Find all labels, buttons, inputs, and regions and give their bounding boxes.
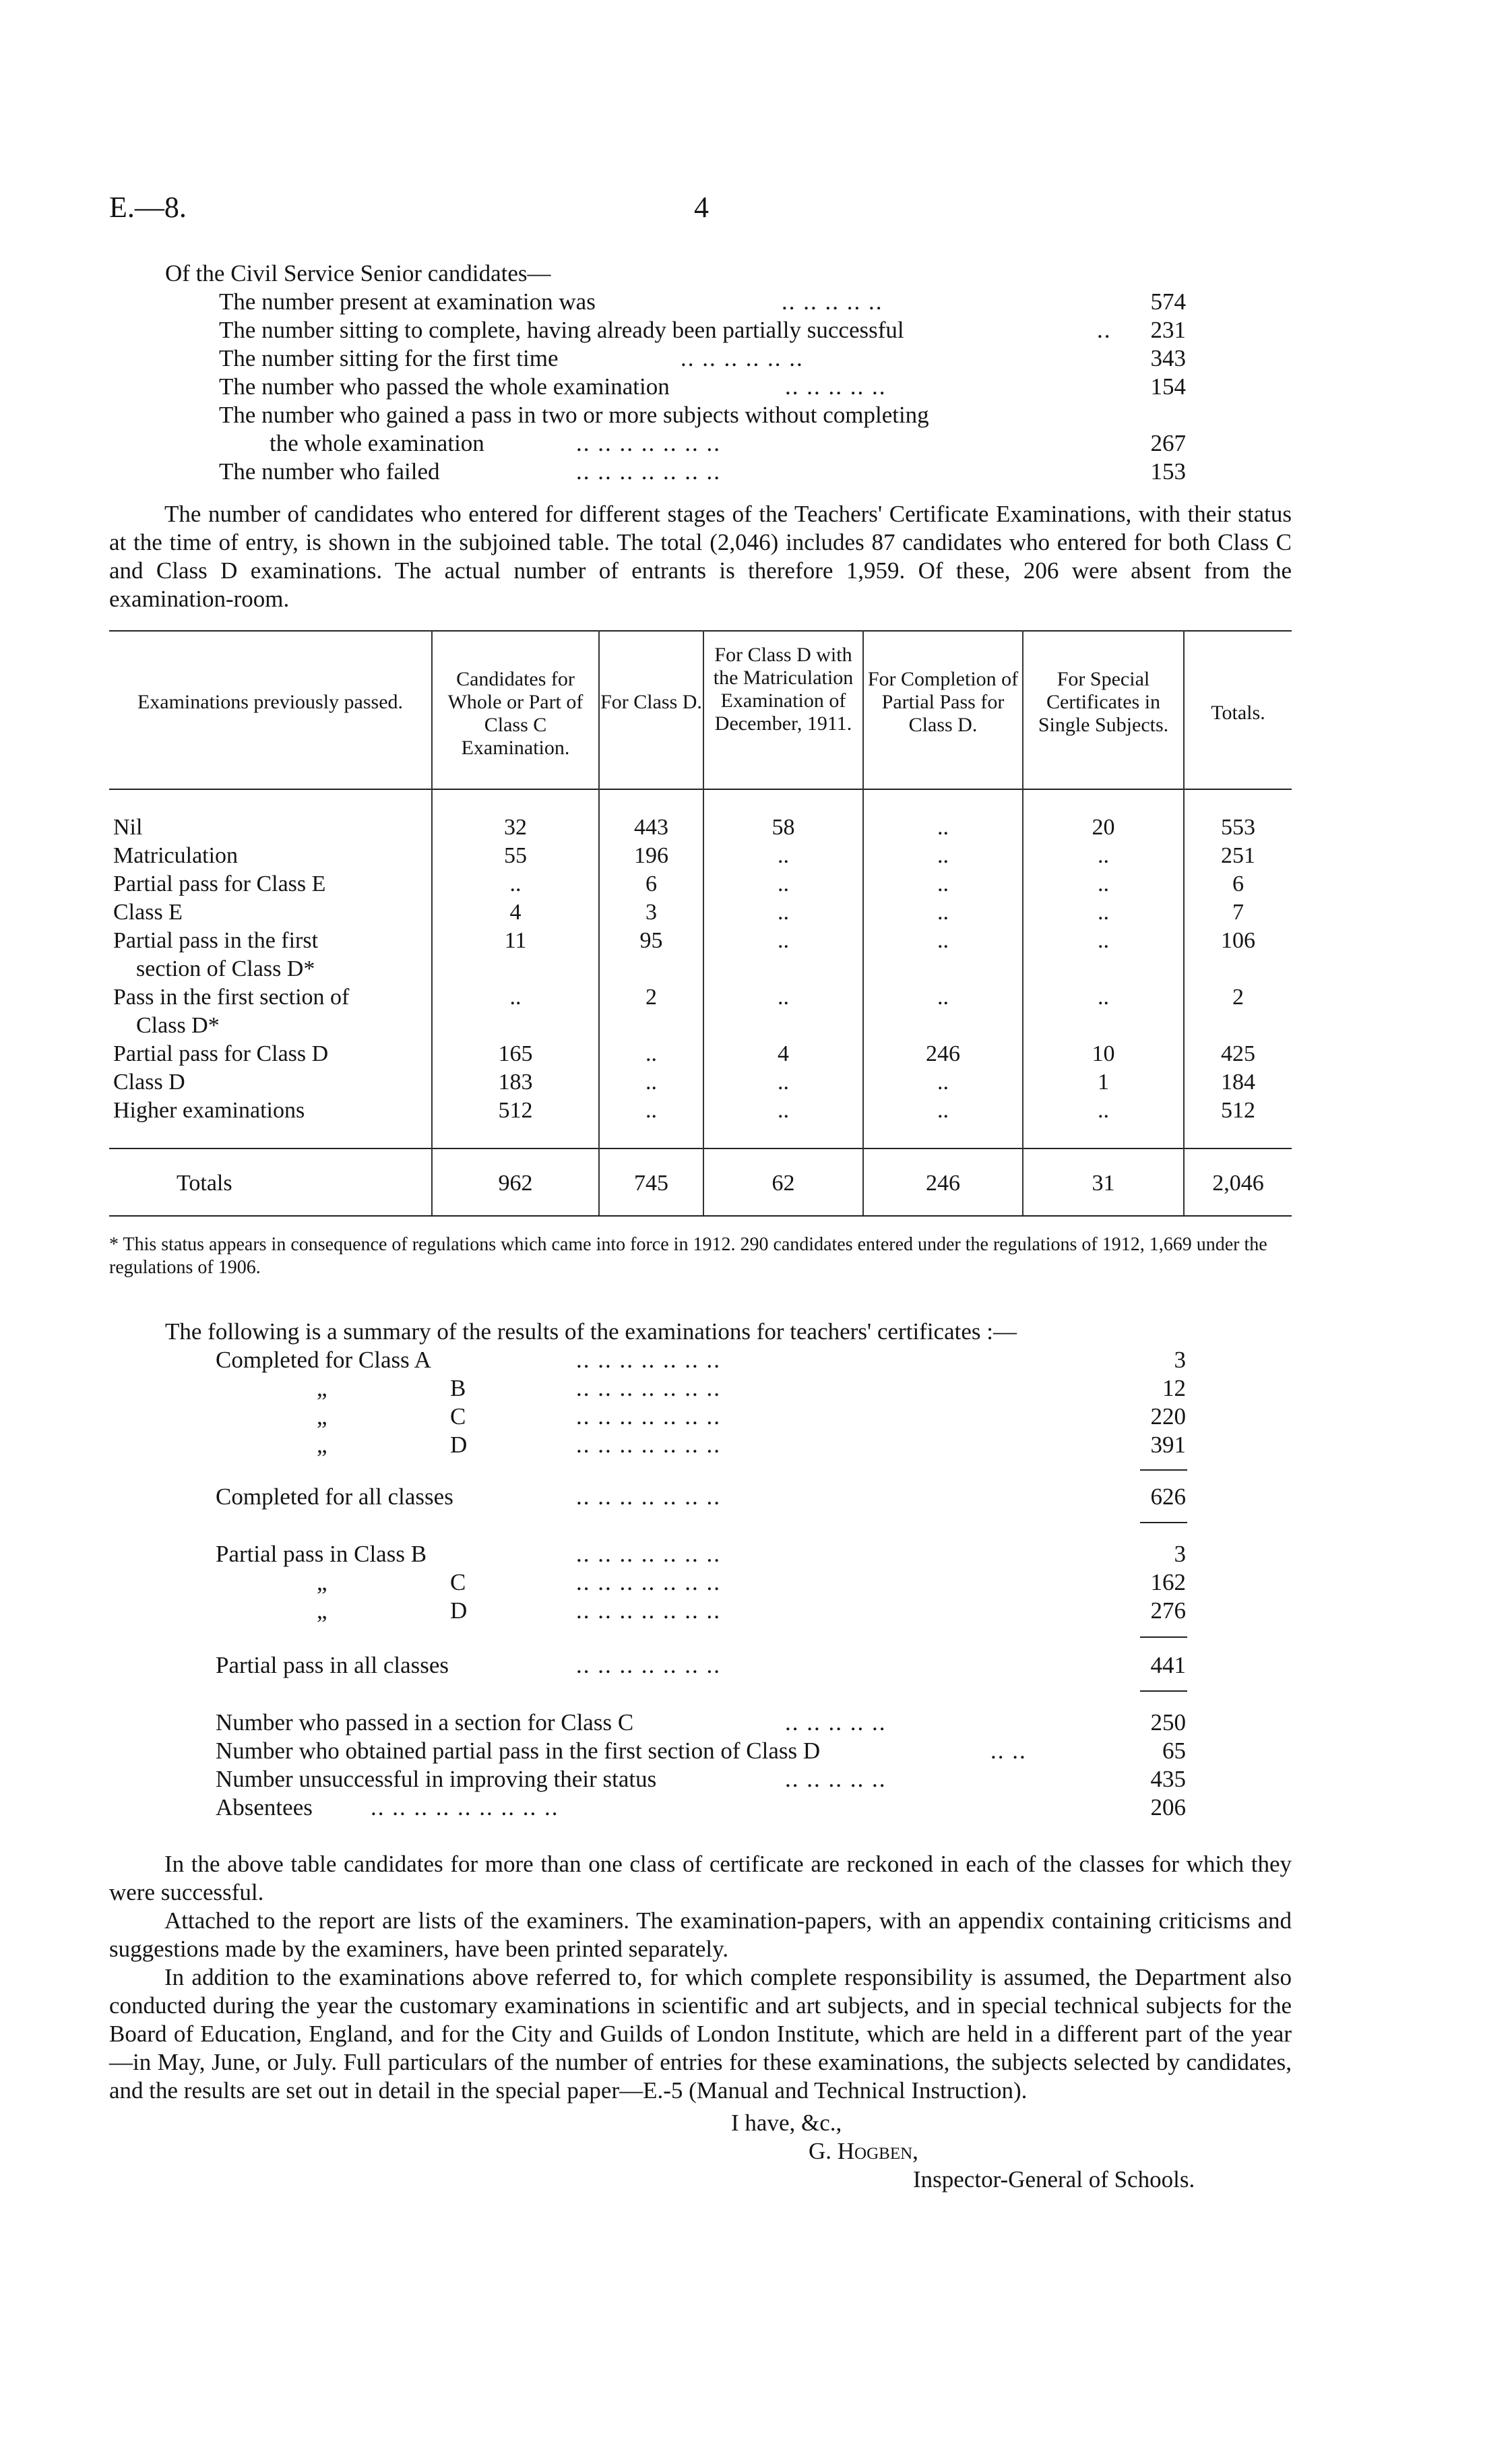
row-label: Partial pass for Class D bbox=[113, 1041, 329, 1066]
summary-prefix: Partial pass in Class bbox=[216, 1541, 405, 1567]
leader-dots: .. .. .. .. .. bbox=[785, 373, 887, 400]
paragraph-text: The number of candidates who entered for different stages of the Teachers' Certificate Examinations, with their status at the time of entry, is shown in the subjoined table. The total (2,046) includes 87 candidates who entered for both Class C and Class D examinations. The actual number of entrants is therefore 1,959. Of these, 206 were absent from the examination-room. bbox=[109, 501, 1292, 612]
table-cell: .. bbox=[778, 843, 789, 868]
table-cell: 512 bbox=[498, 1098, 533, 1123]
leader-dots: .. .. .. .. .. .. .. bbox=[576, 1347, 721, 1373]
table-cell: 7 bbox=[1232, 900, 1244, 925]
paragraph-text: In the above table candidates for more than one class of certificate are reckoned in each of the classes for which they were successful. bbox=[109, 1851, 1292, 1905]
table-cell: 11 bbox=[504, 928, 527, 953]
civil-service-item-value: 153 bbox=[1150, 458, 1186, 485]
table-cell: 196 bbox=[634, 843, 668, 868]
civil-service-item-label: The number sitting to complete, having already been partially successful bbox=[219, 317, 904, 343]
table-cell: .. bbox=[1098, 900, 1109, 925]
leader-dots: .. .. .. .. .. bbox=[782, 288, 883, 315]
table-cell: .. bbox=[937, 871, 949, 896]
summary-item-value: 206 bbox=[1150, 1794, 1186, 1820]
ditto-mark: „ bbox=[317, 1403, 327, 1430]
signatory-surname: Hogben, bbox=[837, 2138, 918, 2164]
table-cell: 165 bbox=[498, 1041, 533, 1066]
row-label: Nil bbox=[113, 815, 143, 840]
table-cell: 2 bbox=[1232, 985, 1244, 1010]
row-label: Matriculation bbox=[113, 843, 239, 868]
table-header-cell: Totals. bbox=[1211, 702, 1265, 724]
ditto-mark: „ bbox=[317, 1569, 327, 1595]
totals-cell: 2,046 bbox=[1212, 1171, 1264, 1196]
table-cell: 20 bbox=[1092, 815, 1115, 840]
civil-service-item-label: The number sitting for the first time bbox=[219, 345, 559, 371]
table-cell: 183 bbox=[498, 1070, 533, 1095]
totals-cell: 745 bbox=[634, 1171, 668, 1196]
table-cell: 553 bbox=[1221, 815, 1255, 840]
table-cell: .. bbox=[778, 900, 789, 925]
summary-subtotal-label: Completed for all classes bbox=[216, 1483, 453, 1510]
table-cell: 1 bbox=[1098, 1070, 1109, 1095]
table-cell: .. bbox=[1098, 871, 1109, 896]
table-cell: .. bbox=[645, 1041, 657, 1066]
table-cell: .. bbox=[1098, 1098, 1109, 1123]
leader-dots: .. .. .. .. .. .. .. bbox=[576, 1652, 721, 1678]
table-cell: 184 bbox=[1221, 1070, 1255, 1095]
summary-item-label: Number who obtained partial pass in the first section of Class D bbox=[216, 1738, 821, 1764]
civil-service-item-value: 574 bbox=[1150, 288, 1186, 315]
closing-salutation: I have, &c., bbox=[731, 2110, 842, 2136]
table-cell: 4 bbox=[778, 1041, 789, 1066]
signatory-title: Inspector-General of Schools. bbox=[913, 2166, 1195, 2193]
summary-class: D bbox=[450, 1432, 468, 1458]
totals-cell: 62 bbox=[771, 1171, 795, 1196]
leader-dots: .. .. .. .. .. .. .. bbox=[576, 1483, 721, 1510]
leader-dots: .. .. .. .. .. .. .. .. .. bbox=[371, 1794, 559, 1820]
paragraph-text: In addition to the examinations above referred to, for which complete responsibility is assumed, the Department also conducted during the year the customary examinations in scientific and art subjects, and in special technical subjects for the Board of Education, England, and for the City and Guilds of London Institute, which are held in a different part of the year—in May, June, or July. Full particulars of the number of entries for these examinations, the subjects selected by candidates, and the results are set out in detail in the special paper—E.-5 (Manual and Technical Instruction). bbox=[109, 1964, 1292, 2104]
sum-rule bbox=[1140, 1636, 1187, 1638]
summary-item-value: 250 bbox=[1150, 1709, 1186, 1736]
table-header-cell: Candidates for Whole or Part of Class C Examination. bbox=[447, 668, 584, 759]
summary-value: 220 bbox=[1150, 1403, 1186, 1430]
leader-dots: .. .. .. .. .. .. .. bbox=[576, 458, 721, 485]
ditto-mark: „ bbox=[317, 1432, 327, 1458]
row-label: Partial pass in the first bbox=[113, 928, 319, 953]
summary-value: 12 bbox=[1162, 1375, 1186, 1401]
table-cell: 4 bbox=[509, 900, 522, 925]
closing-paragraph bbox=[109, 1850, 1292, 1907]
leader-dots: .. .. .. .. .. .. .. bbox=[576, 430, 721, 456]
sum-rule bbox=[1140, 1522, 1187, 1523]
row-label: Class E bbox=[113, 900, 183, 925]
table-cell: 3 bbox=[645, 900, 657, 925]
civil-service-item-label: The number present at examination was bbox=[219, 288, 596, 315]
summary-subtotal-label: Partial pass in all classes bbox=[216, 1652, 449, 1678]
ditto-mark: „ bbox=[317, 1375, 327, 1401]
row-label: Pass in the first section of bbox=[113, 985, 350, 1010]
summary-item-value: 65 bbox=[1162, 1738, 1186, 1764]
row-label: Higher examinations bbox=[113, 1098, 305, 1123]
summary-class: C bbox=[450, 1569, 466, 1595]
civil-service-item-label: The number who gained a pass in two or more subjects without completing bbox=[219, 402, 929, 428]
leader-dots: .. bbox=[1097, 317, 1112, 343]
table-cell: .. bbox=[937, 843, 949, 868]
summary-class: B bbox=[410, 1541, 427, 1567]
table-cell: 10 bbox=[1092, 1041, 1115, 1066]
table-cell: .. bbox=[937, 985, 949, 1010]
summary-item-label: Absentees bbox=[216, 1794, 313, 1820]
closing-paragraph bbox=[109, 1907, 1292, 1963]
summary-item-label: Number who passed in a section for Class C bbox=[216, 1709, 634, 1736]
summary-item-label: Number unsuccessful in improving their status bbox=[216, 1766, 657, 1792]
row-label-continued: Class D* bbox=[136, 1013, 220, 1038]
civil-service-item-value: 267 bbox=[1150, 430, 1186, 456]
summary-class: A bbox=[414, 1347, 431, 1373]
table-cell: 251 bbox=[1221, 843, 1255, 868]
summary-class: C bbox=[450, 1403, 466, 1430]
summary-value: 3 bbox=[1174, 1541, 1186, 1567]
row-label: Partial pass for Class E bbox=[113, 871, 326, 896]
table-cell: 32 bbox=[504, 815, 527, 840]
summary-intro: The following is a summary of the results of the examinations for teachers' certificates :— bbox=[165, 1318, 1017, 1345]
signatory-name bbox=[809, 2138, 918, 2165]
table-cell: .. bbox=[778, 1098, 789, 1123]
table-cell: .. bbox=[937, 928, 949, 953]
teachers-certificate-paragraph bbox=[109, 500, 1292, 613]
table-cell: .. bbox=[778, 1070, 789, 1095]
table-cell: .. bbox=[937, 815, 949, 840]
table-cell: 443 bbox=[634, 815, 668, 840]
table-cell: .. bbox=[778, 928, 789, 953]
table-cell: .. bbox=[645, 1070, 657, 1095]
table-cell: .. bbox=[1098, 928, 1109, 953]
civil-service-item-label-continued: the whole examination bbox=[270, 430, 484, 456]
table-cell: .. bbox=[645, 1098, 657, 1123]
table-header-cell: For Class D. bbox=[600, 691, 702, 713]
totals-label: Totals bbox=[177, 1171, 232, 1196]
table-cell: 425 bbox=[1221, 1041, 1255, 1066]
summary-value: 3 bbox=[1174, 1347, 1186, 1373]
table-top-rule bbox=[109, 630, 1292, 632]
leader-dots: .. .. .. .. .. .. .. bbox=[576, 1569, 721, 1595]
leader-dots: .. .. .. .. .. .. .. bbox=[576, 1597, 721, 1624]
civil-service-item-value: 154 bbox=[1150, 373, 1186, 400]
leader-dots: .. .. .. .. .. bbox=[785, 1766, 887, 1792]
table-cell: .. bbox=[937, 1098, 949, 1123]
table-cell: 58 bbox=[771, 815, 795, 840]
summary-value: 391 bbox=[1150, 1432, 1186, 1458]
summary-subtotal-value: 626 bbox=[1150, 1483, 1186, 1510]
table-footnote: * This status appears in consequence of regulations which came into force in 1912. 290 candidates entered under the regulations of 1912, 1,669 under the regulations of 1906. bbox=[109, 1234, 1267, 1278]
leader-dots: .. .. bbox=[990, 1738, 1027, 1764]
table-bottom-rule bbox=[109, 1215, 1292, 1217]
paragraph-text: Attached to the report are lists of the examiners. The examination-papers, with an appendix containing criticisms and suggestions made by the examiners, have been printed separately. bbox=[109, 1907, 1292, 1962]
totals-cell: 31 bbox=[1092, 1171, 1115, 1196]
summary-subtotal-value: 441 bbox=[1150, 1652, 1186, 1678]
table-cell: .. bbox=[509, 985, 522, 1010]
summary-class: D bbox=[450, 1597, 468, 1624]
table-cell: 6 bbox=[1232, 871, 1244, 896]
table-cell: .. bbox=[778, 871, 789, 896]
row-label: Class D bbox=[113, 1070, 185, 1095]
sum-rule bbox=[1140, 1690, 1187, 1692]
table-header-cell: For Class D with the Matriculation Examination of December, 1911. bbox=[713, 644, 854, 735]
table-totals-rule bbox=[109, 1148, 1292, 1149]
row-label-continued: section of Class D* bbox=[136, 956, 315, 981]
ditto-mark: „ bbox=[317, 1597, 327, 1624]
leader-dots: .. .. .. .. .. .. .. bbox=[576, 1432, 721, 1458]
totals-cell: 962 bbox=[498, 1171, 533, 1196]
civil-service-item-value: 231 bbox=[1150, 317, 1186, 343]
table-header-rule bbox=[109, 789, 1292, 790]
leader-dots: .. .. .. .. .. .. .. bbox=[576, 1541, 721, 1567]
closing-paragraph bbox=[109, 1963, 1292, 2105]
table-cell: 55 bbox=[504, 843, 527, 868]
table-header-cell: For Completion of Partial Pass for Class D. bbox=[867, 668, 1019, 736]
civil-service-item-label: The number who passed the whole examination bbox=[219, 373, 670, 400]
leader-dots: .. .. .. .. .. .. bbox=[681, 345, 804, 371]
document-reference: E.—8. bbox=[109, 191, 187, 224]
civil-service-item-value: 343 bbox=[1150, 345, 1186, 371]
table-cell: .. bbox=[937, 1070, 949, 1095]
summary-value: 162 bbox=[1150, 1569, 1186, 1595]
table-cell: 106 bbox=[1221, 928, 1255, 953]
table-header-cell: For Special Certificates in Single Subjects. bbox=[1038, 668, 1169, 736]
signatory-initial: G. bbox=[809, 2138, 832, 2164]
totals-cell: 246 bbox=[926, 1171, 960, 1196]
table-header-cell: Examinations previously passed. bbox=[137, 691, 404, 713]
summary-prefix: Completed for Class bbox=[216, 1347, 410, 1373]
summary-class: B bbox=[450, 1375, 466, 1401]
sum-rule bbox=[1140, 1469, 1187, 1471]
civil-service-intro: Of the Civil Service Senior candidates— bbox=[165, 260, 551, 286]
table-cell: 6 bbox=[645, 871, 657, 896]
table-cell: 246 bbox=[926, 1041, 960, 1066]
table-cell: .. bbox=[1098, 985, 1109, 1010]
table-cell: .. bbox=[937, 900, 949, 925]
page-number: 4 bbox=[694, 191, 709, 224]
table-cell: .. bbox=[509, 871, 522, 896]
table-cell: .. bbox=[1098, 843, 1109, 868]
leader-dots: .. .. .. .. .. .. .. bbox=[576, 1375, 721, 1401]
summary-value: 276 bbox=[1150, 1597, 1186, 1624]
civil-service-item-label: The number who failed bbox=[219, 458, 440, 485]
teachers-certificate-table bbox=[109, 630, 1292, 1223]
leader-dots: .. .. .. .. .. bbox=[785, 1709, 887, 1736]
summary-item-value: 435 bbox=[1150, 1766, 1186, 1792]
leader-dots: .. .. .. .. .. .. .. bbox=[576, 1403, 721, 1430]
table-cell: 512 bbox=[1221, 1098, 1255, 1123]
table-cell: 2 bbox=[645, 985, 657, 1010]
table-cell: 95 bbox=[639, 928, 663, 953]
table-cell: .. bbox=[778, 985, 789, 1010]
